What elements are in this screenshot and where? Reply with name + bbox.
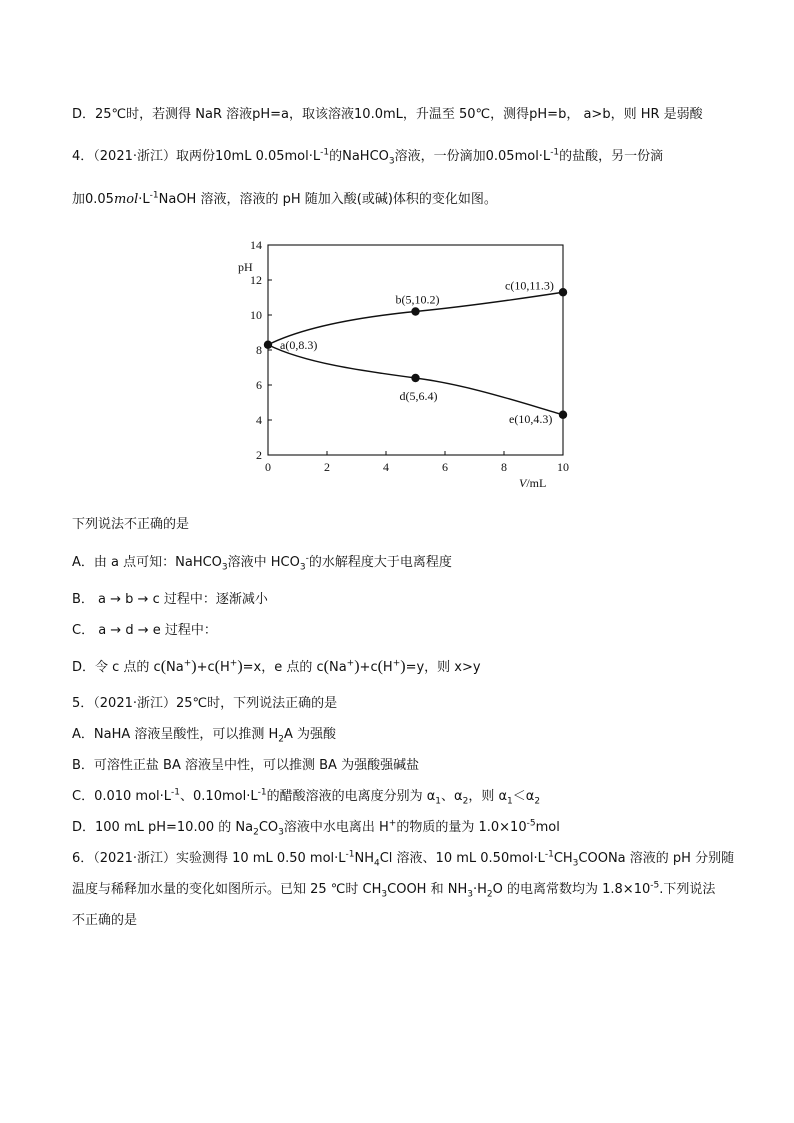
- q6-question-line1: [72, 850, 734, 868]
- q6-text: ·H: [472, 882, 487, 897]
- q6-text: 温度与稀释加水量的变化如图所示。已知 25 ℃时 CH: [72, 882, 382, 897]
- data-point-e: [559, 411, 567, 419]
- ph-titration-chart: [220, 234, 580, 506]
- q4-text: mol: [113, 192, 139, 207]
- x-tick-label: 0: [265, 460, 271, 474]
- q5-text: CO: [258, 820, 279, 835]
- data-label-c: c(10,11.3): [505, 278, 554, 293]
- q6-text: O 的电离常数均为 1.8×10: [492, 882, 651, 897]
- q5-text: 的物质的量为 1.0×10: [396, 820, 527, 835]
- q6-text: .下列说法: [659, 882, 716, 897]
- y-tick-label: 12: [250, 273, 262, 287]
- q5-text: ＜α: [512, 789, 535, 804]
- q4-option-b: B． a → b → c 过程中：逐渐减小: [72, 592, 268, 607]
- q5-sub: 3: [278, 827, 284, 838]
- q5-sup: -1: [171, 787, 181, 798]
- q4-sub: 3: [299, 562, 306, 573]
- y-tick-label: 14: [250, 238, 262, 252]
- q6-sub: 2: [486, 889, 493, 900]
- q4-sup: +: [183, 658, 192, 669]
- q4-text: 加0.05: [72, 192, 114, 207]
- q4-text: 4．（2021·浙江）取两份10mL 0.05mol·L: [72, 149, 321, 164]
- y-tick-label: 8: [256, 343, 262, 357]
- q4-text: 的水解程度大于电离程度: [308, 555, 452, 570]
- data-point-d: [411, 374, 419, 382]
- q6-sub: 3: [381, 889, 388, 900]
- data-label-b: b(5,10.2): [395, 292, 440, 307]
- q5-sub: 2: [253, 827, 259, 838]
- q4-option-d: D．令 c 点的 c(Na+)+c(H+)=x，e 点的 c(Na+)+c(H+)=y，则 x>y: [72, 658, 481, 675]
- data-point-a: [264, 341, 272, 349]
- q4-text: ·L: [138, 192, 150, 207]
- x-tick-label: 2: [324, 460, 330, 474]
- q4-sup: +: [392, 658, 401, 669]
- q6-text: Cl 溶液、10 mL 0.50mol·L: [379, 851, 545, 866]
- q4-text: A．由 a 点可知：NaHCO: [72, 555, 222, 570]
- y-axis-label: pH: [238, 260, 253, 274]
- q4-question-line1: [72, 148, 663, 166]
- q4-text: 的NaHCO: [329, 149, 389, 164]
- q5-sub: 1: [435, 796, 441, 807]
- q5-option-b: B．可溶性正盐 BA 溶液呈中性，可以推测 BA 为强酸强碱盐: [72, 758, 420, 773]
- q4-text: H: [219, 660, 230, 675]
- q6-sub: 4: [374, 858, 380, 869]
- q5-text: A．NaHA 溶液呈酸性，可以推测 H: [72, 727, 279, 742]
- q4-text: Na: [328, 660, 347, 675]
- q4-text: Na: [166, 660, 184, 675]
- q5-sup: +: [388, 818, 397, 829]
- q4-text: D．令 c 点的 c: [72, 660, 161, 675]
- q4-text: NaOH 溶液，溶液的 pH 随加入酸(或碱)体积的变化如图。: [158, 192, 497, 207]
- q5-option-d: [72, 819, 560, 837]
- x-tick-label: 4: [383, 460, 389, 474]
- q5-question: 5．（2021·浙江）25℃时，下列说法正确的是: [72, 696, 338, 711]
- q5-text: 的醋酸溶液的电离度分别为 α: [266, 789, 436, 804]
- q4-sup: +: [229, 658, 238, 669]
- q5-text: A 为强酸: [284, 727, 337, 742]
- q4-text: H: [382, 660, 393, 675]
- q4-sup: -1: [149, 190, 159, 201]
- q5-text: 、0.10mol·L: [180, 789, 258, 804]
- q4-text: 的盐酸，另一份滴: [559, 149, 664, 164]
- y-tick-label: 2: [256, 448, 262, 462]
- q5-text: 溶液中水电离出 H: [283, 820, 389, 835]
- q5-text: ，则 α: [468, 789, 508, 804]
- q4-text: 溶液，一份滴加0.05mol·L: [394, 149, 551, 164]
- q5-sub: 1: [507, 796, 513, 807]
- q6-question-line3: 不正确的是: [72, 913, 138, 928]
- x-tick-label: 8: [501, 460, 507, 474]
- q5-text: mol: [535, 820, 560, 835]
- q4-question-line2: [72, 191, 497, 209]
- q5-sub: 2: [278, 734, 285, 745]
- data-point-c: [559, 288, 567, 296]
- data-label-e: e(10,4.3): [509, 411, 553, 426]
- q3-option-d: D．25℃时，若测得 NaR 溶液pH=a，取该溶液10.0mL，升温至 50℃，测得pH=b， a>b，则 HR 是弱酸: [72, 107, 703, 122]
- q5-text: C．0.010 mol·L: [72, 789, 172, 804]
- q6-text: 6．（2021·浙江）实验测得 10 mL 0.50 mol·L: [72, 851, 346, 866]
- x-axis-label: V/mL: [519, 476, 547, 490]
- q5-option-a: [72, 726, 336, 744]
- q5-option-c: [72, 788, 540, 806]
- q5-text: D．100 mL pH=10.00 的 Na: [72, 820, 254, 835]
- q5-sub: 2: [534, 796, 541, 807]
- q4-sub: 3: [221, 562, 228, 573]
- q4-sup: +: [346, 658, 355, 669]
- q6-sup: -5: [650, 880, 660, 891]
- q4-text: =x，e 点的 c: [242, 660, 324, 675]
- q4-sup: -1: [320, 147, 330, 158]
- q4-text: =y，则 x>y: [405, 660, 481, 675]
- q4-option-a: [72, 554, 452, 572]
- q6-text: COONa 溶液的 pH 分别随: [578, 851, 735, 866]
- q4-text: +c: [359, 660, 378, 675]
- q4-text: +c: [196, 660, 215, 675]
- q5-sub: 2: [462, 796, 469, 807]
- x-tick-label: 10: [557, 460, 569, 474]
- data-label-a: a(0,8.3): [280, 337, 318, 352]
- data-point-b: [411, 307, 419, 315]
- x-tick-label: 6: [442, 460, 448, 474]
- q6-text: NH: [354, 851, 374, 866]
- q6-text: CH: [553, 851, 573, 866]
- q4-option-c: C． a → d → e 过程中：: [72, 623, 217, 638]
- q6-sub: 3: [467, 889, 473, 900]
- y-tick-label: 10: [250, 308, 262, 322]
- q6-sub: 3: [572, 858, 579, 869]
- q6-question-line2: [72, 881, 715, 899]
- q6-text: COOH 和 NH: [387, 882, 468, 897]
- q4-text: 溶液中 HCO: [227, 555, 300, 570]
- q5-text: 、α: [441, 789, 463, 804]
- q4-stem: 下列说法不正确的是: [72, 517, 190, 532]
- q6-sup: -1: [345, 849, 355, 860]
- q6-sup: -1: [544, 849, 554, 860]
- q4-sub: 3: [388, 156, 395, 167]
- q5-sup: -5: [526, 818, 536, 829]
- y-tick-label: 4: [256, 413, 262, 427]
- q4-sup: -: [305, 553, 309, 564]
- q4-sup: -1: [550, 147, 560, 158]
- q5-sup: -1: [257, 787, 267, 798]
- y-tick-label: 6: [256, 378, 262, 392]
- data-label-d: d(5,6.4): [399, 389, 438, 403]
